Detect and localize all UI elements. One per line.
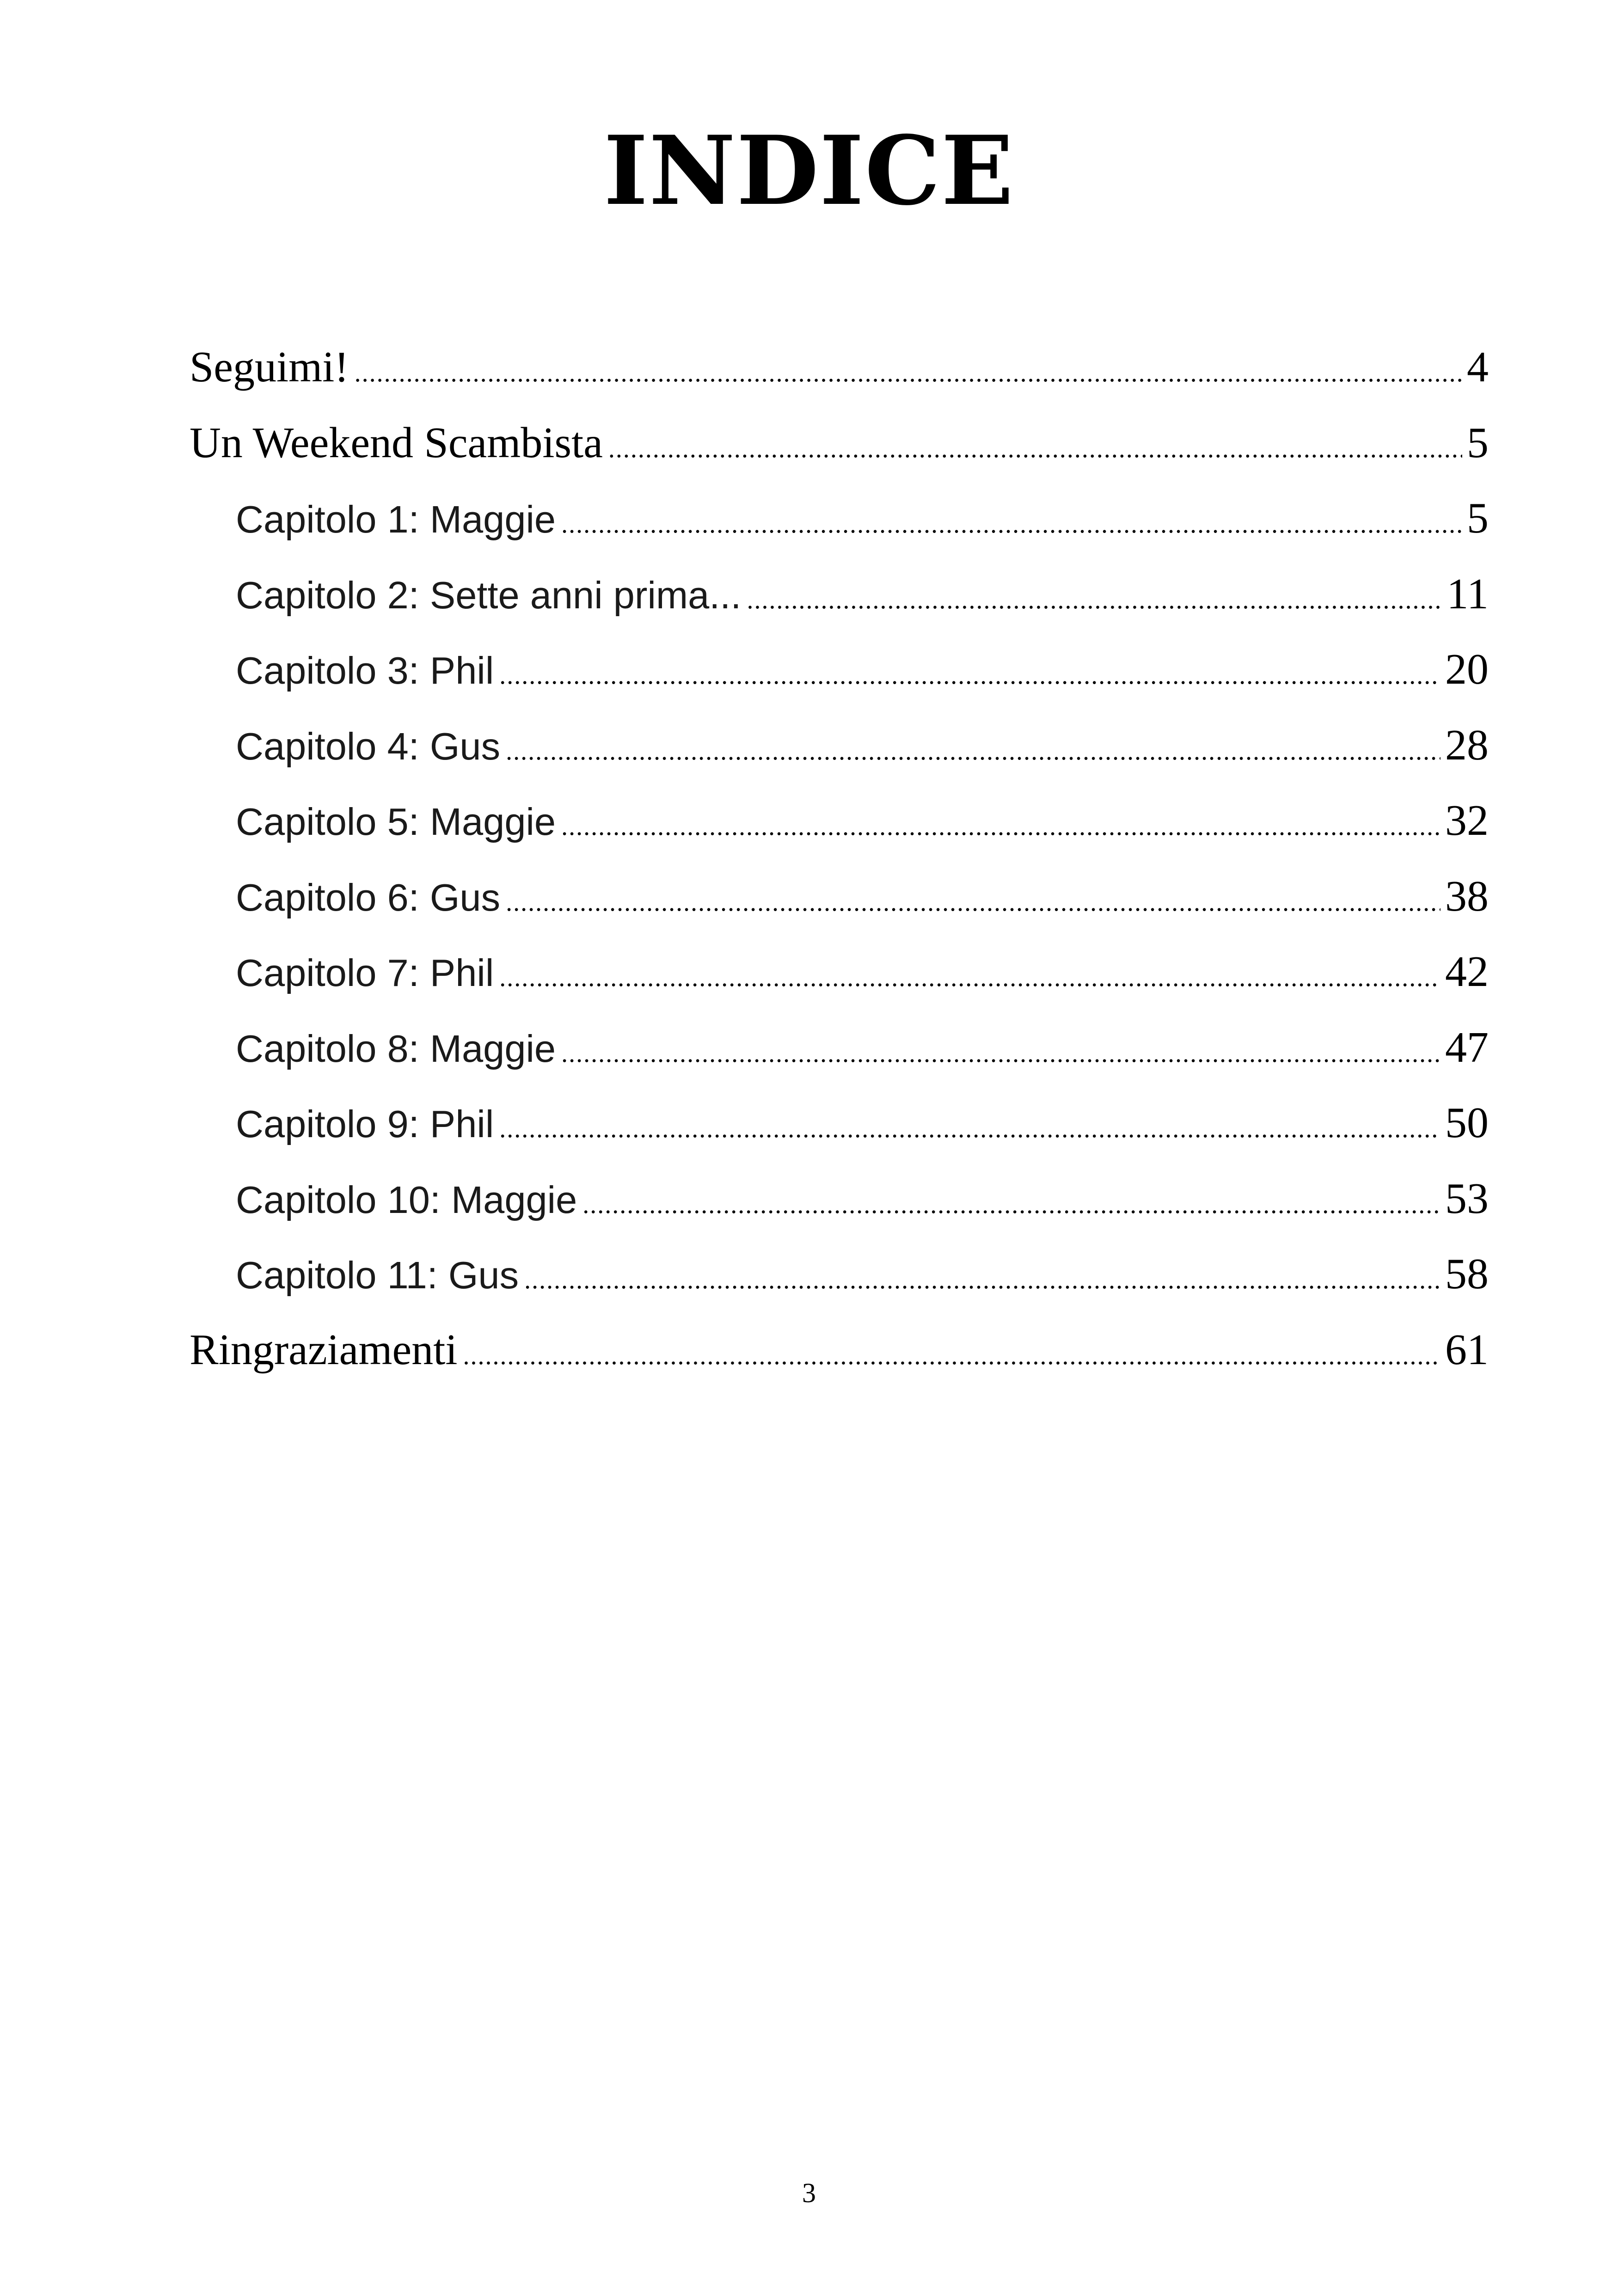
toc-entry [190, 493, 1489, 569]
toc-entry-label: Capitolo 4: Gus [236, 724, 501, 768]
toc-dot-leader [561, 1039, 1440, 1068]
toc-entry-page: 50 [1445, 1099, 1489, 1147]
toc-entry-page: 5 [1467, 418, 1489, 467]
page-title: INDICE [603, 116, 1015, 227]
toc-entry-page: 47 [1445, 1023, 1489, 1071]
toc-entry-label: Ringraziamenti [190, 1325, 458, 1374]
toc-entry-page: 5 [1467, 494, 1489, 542]
toc-entry [190, 871, 1489, 947]
toc-dot-leader [608, 434, 1462, 464]
toc-entry [190, 1098, 1489, 1174]
toc-entry-page: 58 [1445, 1250, 1489, 1298]
toc-entry-label: Capitolo 11: Gus [236, 1254, 519, 1297]
toc-dot-leader [561, 812, 1440, 841]
toc-entry [190, 720, 1489, 796]
toc-dot-leader [506, 736, 1440, 766]
toc-dot-leader [582, 1190, 1440, 1219]
toc-entry-label: Capitolo 6: Gus [236, 876, 501, 919]
toc-entry-page: 4 [1467, 343, 1489, 391]
toc-dot-leader [747, 585, 1442, 615]
toc-entry [190, 947, 1489, 1022]
toc-dot-leader [524, 1265, 1440, 1295]
page-number: 3 [802, 2178, 816, 2208]
toc-entry-label: Seguimi! [190, 343, 349, 391]
toc-entry-label: Capitolo 10: Maggie [236, 1178, 577, 1221]
toc-entry-label: Capitolo 3: Phil [236, 649, 494, 692]
toc-entry-page: 53 [1445, 1174, 1489, 1223]
toc-entry-page: 38 [1445, 872, 1489, 920]
toc-dot-leader [499, 963, 1440, 992]
toc-dot-leader [499, 661, 1440, 690]
toc-entry [190, 569, 1489, 645]
toc-dot-leader [561, 509, 1462, 539]
toc-dot-leader [499, 1114, 1440, 1144]
toc-entry-page: 61 [1445, 1325, 1489, 1374]
toc-entry-page: 11 [1446, 569, 1489, 618]
toc-entry [190, 796, 1489, 871]
table-of-contents [190, 342, 1489, 1400]
toc-dot-leader [355, 358, 1462, 388]
toc-dot-leader [463, 1341, 1440, 1371]
toc-entry-label: Capitolo 2: Sette anni prima... [236, 573, 742, 617]
toc-entry-label: Capitolo 8: Maggie [236, 1027, 556, 1070]
toc-entry-page: 42 [1445, 948, 1489, 996]
toc-entry-label: Capitolo 5: Maggie [236, 800, 556, 843]
toc-entry-page: 20 [1445, 645, 1489, 693]
toc-entry [190, 1022, 1489, 1098]
toc-entry [190, 418, 1489, 494]
toc-entry-page: 32 [1445, 796, 1489, 845]
toc-entry [190, 1174, 1489, 1249]
toc-entry [190, 1325, 1489, 1401]
toc-entry [190, 1249, 1489, 1325]
toc-entry-label: Un Weekend Scambista [190, 418, 603, 467]
toc-entry [190, 342, 1489, 418]
toc-entry-label: Capitolo 1: Maggie [236, 498, 556, 541]
toc-entry-page: 28 [1445, 721, 1489, 769]
toc-entry [190, 644, 1489, 720]
toc-entry-label: Capitolo 9: Phil [236, 1102, 494, 1145]
toc-dot-leader [506, 888, 1440, 917]
toc-entry-label: Capitolo 7: Phil [236, 951, 494, 994]
